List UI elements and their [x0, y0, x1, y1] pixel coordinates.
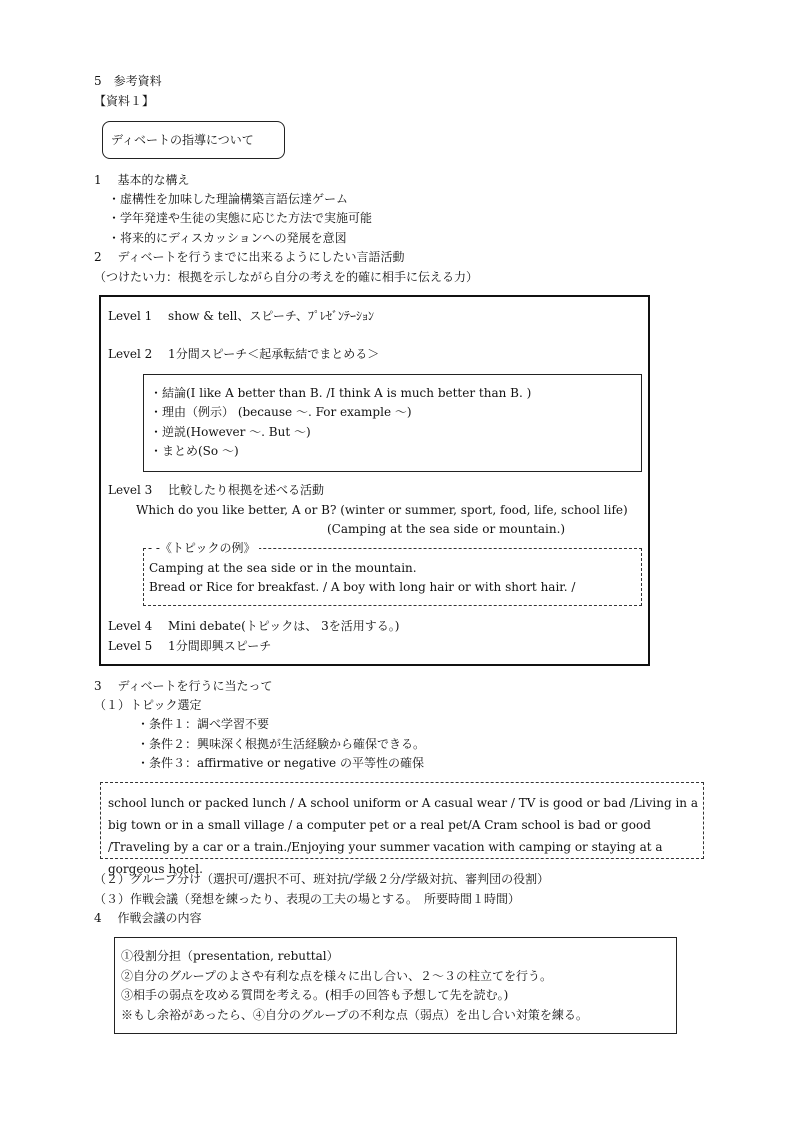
section-2-subheading: （つけたい力：根拠を示しながら自分の考えを的確に相手に伝える力）: [94, 270, 479, 284]
level-2: Level 2 1分間スピーチ＜起承転結でまとめる＞: [108, 347, 380, 361]
section-1-bullet: ・将来的にディスカッションへの発展を意図: [108, 231, 347, 245]
topic-example-label: - -《トピックの例》: [148, 539, 259, 559]
section-1-heading: 1 基本的な構え: [94, 173, 190, 187]
topic-list-text: school lunch or packed lunch / A school uniform or A casual wear / TV is good or bad /Living in a big town or in a small village / a computer pet or a real pet/A Cram school is bad or good /Traveling by a car or a train./Enjoying your summer vacation with camping or staying at a gorgeous hotel.: [108, 796, 698, 876]
section-3-heading: 3 ディベートを行うに当たって: [94, 679, 273, 693]
material-label: 【資料１】: [94, 94, 155, 108]
level-3: Level 3 比較したり根拠を述べる活動: [108, 483, 325, 497]
level-3-example: (Camping at the sea side or mountain.): [327, 522, 566, 536]
meeting-content-line: ②自分のグループのよさや有利な点を様々に出し合い、２～３の柱立てを行う。: [121, 969, 553, 983]
condition-item: ・条件２：興味深く根拠が生活経験から確保できる。: [137, 737, 426, 751]
section-title: 5 参考資料: [94, 74, 162, 88]
meeting-content-line: ①役割分担（presentation, rebuttal）: [121, 949, 339, 963]
section-4-heading: 4 作戦会議の内容: [94, 911, 202, 925]
structure-item: ・逆説(However ～. But ～): [150, 425, 311, 439]
section-2-heading: 2 ディベートを行うまでに出来るようにしたい言語活動: [94, 250, 405, 264]
meeting-content-line: ③相手の弱点を攻める質問を考える。(相手の回答も予想して先を読む。): [121, 988, 509, 1002]
meeting-content-line: ※もし余裕があったら、④自分のグループの不利な点（弱点）を出し合い対策を練る。: [121, 1008, 588, 1022]
level-1: Level 1 show & tell、スピーチ、ﾌﾟﾚｾﾞﾝﾃｰｼｮﾝ: [108, 309, 375, 323]
topic-example-line: Camping at the sea side or in the mountain.: [149, 561, 417, 575]
structure-item: ・理由（例示） (because ～. For example ～): [150, 405, 412, 419]
section-1-bullet: ・虚構性を加味した理論構築言語伝達ゲーム: [108, 192, 349, 206]
title-box: [102, 121, 285, 159]
topic-example-line: Bread or Rice for breakfast. / A boy with long hair or with short hair. /: [149, 580, 576, 594]
level-5: Level 5 1分間即興スピーチ: [108, 639, 272, 653]
topic-list-box: [100, 782, 704, 876]
section-1-bullet: ・学年発達や生徒の実態に応じた方法で実施可能: [108, 211, 373, 225]
condition-item: ・条件３：affirmative or negative の平等性の確保: [137, 756, 424, 770]
condition-item: ・条件１：調べ学習不要: [137, 717, 270, 731]
level-3-question: Which do you like better, A or B? (winter or summer, sport, food, life, school life): [136, 503, 628, 517]
title-box-text: ディベートの指導について: [111, 133, 254, 147]
section-3-topic-selection: （１）トピック選定: [94, 698, 202, 712]
section-3-strategy-meeting: （３）作戦会議（発想を練ったり、表現の工夫の場とする。 所要時間１時間）: [94, 892, 521, 906]
structure-item: ・結論(I like A better than B. /I think A is much better than B. ): [150, 386, 532, 400]
structure-item: ・まとめ(So ～): [150, 444, 239, 458]
section-3-grouping: （２）グループ分け（選択可/選択不可、班対抗/学級２分/学級対抗、審判団の役割）: [94, 872, 550, 886]
level-4: Level 4 Mini debate(トピックは、 3を活用する。): [108, 619, 400, 633]
